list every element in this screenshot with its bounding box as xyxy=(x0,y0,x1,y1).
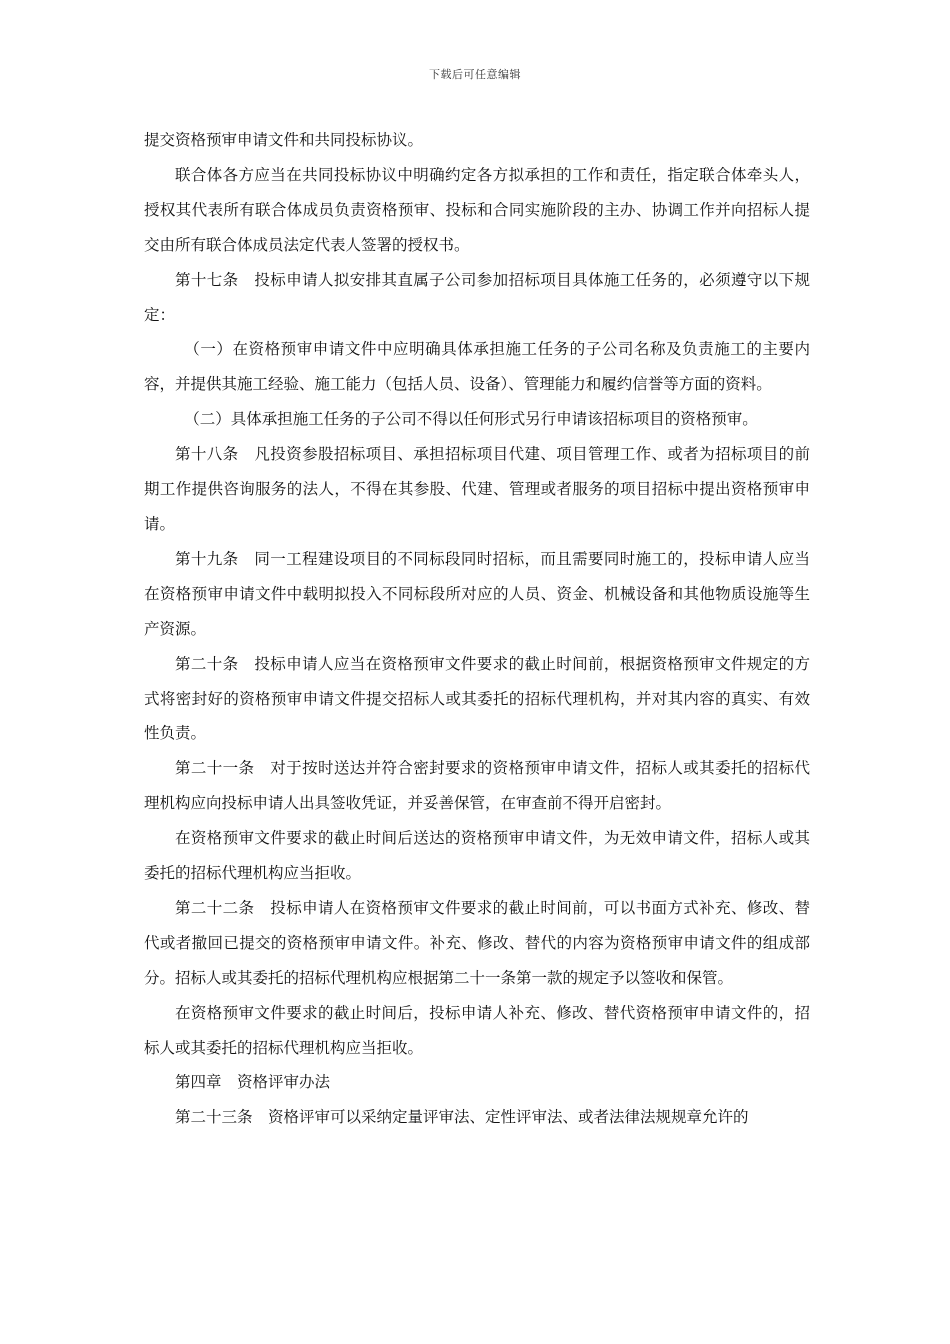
chapter-4-heading: 第四章 资格评审办法 xyxy=(175,1073,331,1092)
document-body xyxy=(144,123,810,1135)
article-17: 第十七条 投标申请人拟安排其直属子公司参加招标项目具体施工任务的，必须遵守以下规定： xyxy=(144,270,810,324)
article-21: 第二十一条 对于按时送达并符合密封要求的资格预审申请文件，招标人或其委托的招标代理机构应向投标申请人出具签收凭证，并妥善保管，在审查前不得开启密封。 xyxy=(144,759,810,813)
article-21-para-2: 在资格预审文件要求的截止时间后送达的资格预审申请文件，为无效申请文件，招标人或其委托的招标代理机构应当拒收。 xyxy=(144,829,810,883)
article-19: 第十九条 同一工程建设项目的不同标段同时招标，而且需要同时施工的，投标申请人应当在资格预审申请文件中载明拟投入不同标段所对应的人员、资金、机械设备和其他物质设施等生产资源。 xyxy=(144,549,810,638)
article-22: 第二十二条 投标申请人在资格预审文件要求的截止时间前，可以书面方式补充、修改、替代或者撤回已提交的资格预审申请文件。补充、修改、替代的内容为资格预审申请文件的组成部分。招标人或其委托的招标代理机构应根据第二十一条第一款的规定予以签收和保管。 xyxy=(144,898,810,987)
article-20: 第二十条 投标申请人应当在资格预审文件要求的截止时间前，根据资格预审文件规定的方式将密封好的资格预审申请文件提交招标人或其委托的招标代理机构，并对其内容的真实、有效性负责。 xyxy=(144,654,810,743)
article-17-item-1: （一）在资格预审申请文件中应明确具体承担施工任务的子公司名称及负责施工的主要内容，并提供其施工经验、施工能力（包括人员、设备）、管理能力和履约信誉等方面的资料。 xyxy=(144,340,810,394)
article-22-para-2: 在资格预审文件要求的截止时间后，投标申请人补充、修改、替代资格预审申请文件的，招标人或其委托的招标代理机构应当拒收。 xyxy=(144,1003,810,1057)
article-17-item-2: （二）具体承担施工任务的子公司不得以任何形式另行申请该招标项目的资格预审。 xyxy=(184,410,758,429)
article-18: 第十八条 凡投资参股招标项目、承担招标项目代建、项目管理工作、或者为招标项目的前期工作提供咨询服务的法人，不得在其参股、代建、管理或者服务的项目招标中提出资格预审申请。 xyxy=(144,445,810,533)
article-23: 第二十三条 资格评审可以采纳定量评审法、定性评审法、或者法律法规规章允许的 xyxy=(175,1108,749,1127)
page-header: 下载后可任意编辑 xyxy=(429,68,521,81)
paragraph-1: 提交资格预审申请文件和共同投标协议。 xyxy=(144,131,424,149)
paragraph-2: 联合体各方应当在共同投标协议中明确约定各方拟承担的工作和责任，指定联合体牵头人，授权其代表所有联合体成员负责资格预审、投标和合同实施阶段的主办、协调工作并向招标人提交由所有联合体成员法定代表人签署的授权书。 xyxy=(144,165,810,254)
